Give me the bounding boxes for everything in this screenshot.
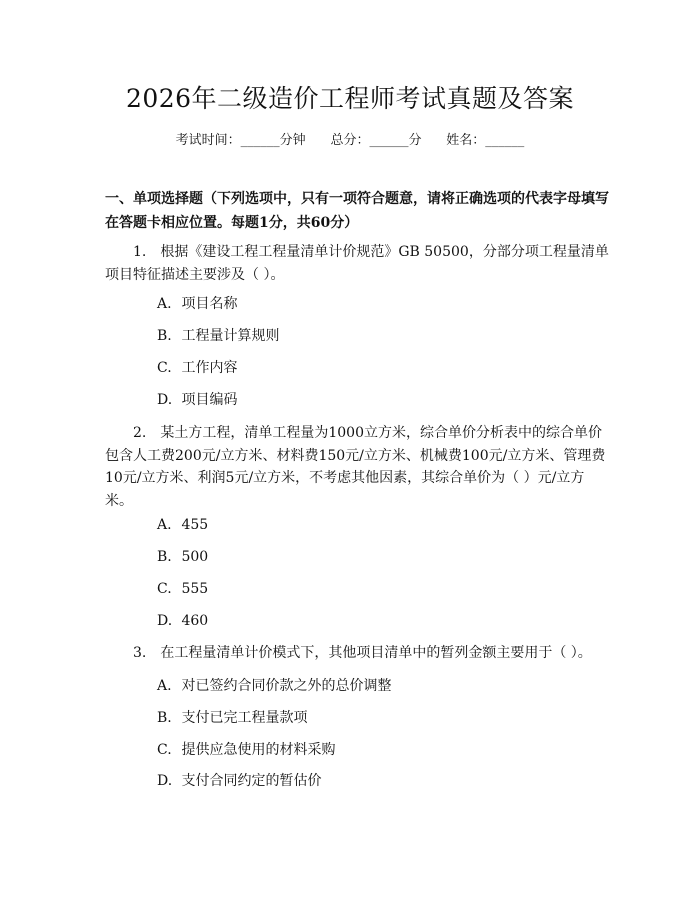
question-3-option-d[interactable] [157,771,607,791]
option-letter: A. [157,296,172,312]
option-text: 工程量计算规则 [181,328,280,344]
question-2-option-c[interactable] [157,579,607,599]
question-1-option-c[interactable] [157,358,607,378]
option-text: 455 [181,517,209,533]
question-1-option-d[interactable] [157,390,607,410]
option-text: 工作内容 [181,360,238,376]
question-2-option-a[interactable] [157,515,607,535]
page-title: 2026年二级造价工程师考试真题及答案 [125,84,575,113]
option-letter: D. [157,613,173,629]
option-letter: C. [157,360,172,376]
option-text: 460 [181,613,209,629]
option-letter: D. [157,392,173,408]
question-3-stem: 3. 在工程量清单计价模式下，其他项目清单中的暂列金额主要用于（ ）。 [133,645,592,661]
option-text: 项目编码 [181,392,238,408]
question-2-option-b[interactable] [157,547,607,567]
total-score-field: 总分：______分 [330,133,422,148]
option-text: 支付已完工程量款项 [181,710,308,726]
question-1-option-a[interactable] [157,294,607,314]
option-text: 项目名称 [181,296,238,312]
option-text: 500 [181,549,209,565]
question-3-option-c[interactable] [157,740,607,760]
option-text: 支付合同约定的暂估价 [181,773,322,789]
option-text: 提供应急使用的材料采购 [181,742,336,758]
question-1-stem: 1. 根据《建设工程工程量清单计价规范》GB 50500，分部分项工程量清单项目特征描述主要涉及（ ）。 [105,244,609,283]
question-3-option-a[interactable] [157,676,607,696]
option-letter: C. [157,742,172,758]
exam-time-field: 考试时间：______分钟 [175,133,306,148]
question-3-option-b[interactable] [157,708,607,728]
option-text: 555 [181,581,209,597]
section-heading: 一、单项选择题（下列选项中，只有一项符合题意，请将正确选项的代表字母填写在答题卡相应位置。每题1分，共60分） [105,191,609,231]
exam-meta [0,131,700,151]
option-letter: B. [157,549,172,565]
option-letter: A. [157,678,172,694]
option-letter: D. [157,773,173,789]
question-2-stem: 2. 某土方工程，清单工程量为1000立方米，综合单价分析表中的综合单价包含人工费200元/立方米、材料费150元/立方米、机械费100元/立方米、管理费10元/立方米、利润5元/立方米，不考虑其他因素，其综合单价为（ ）元/立方米。 [105,425,606,509]
option-letter: A. [157,517,172,533]
option-letter: B. [157,710,172,726]
option-text: 对已签约合同价款之外的总价调整 [181,678,392,694]
name-field: 姓名：______ [446,133,525,148]
question-2-option-d[interactable] [157,611,607,631]
option-letter: C. [157,581,172,597]
option-letter: B. [157,328,172,344]
question-1-option-b[interactable] [157,326,607,346]
